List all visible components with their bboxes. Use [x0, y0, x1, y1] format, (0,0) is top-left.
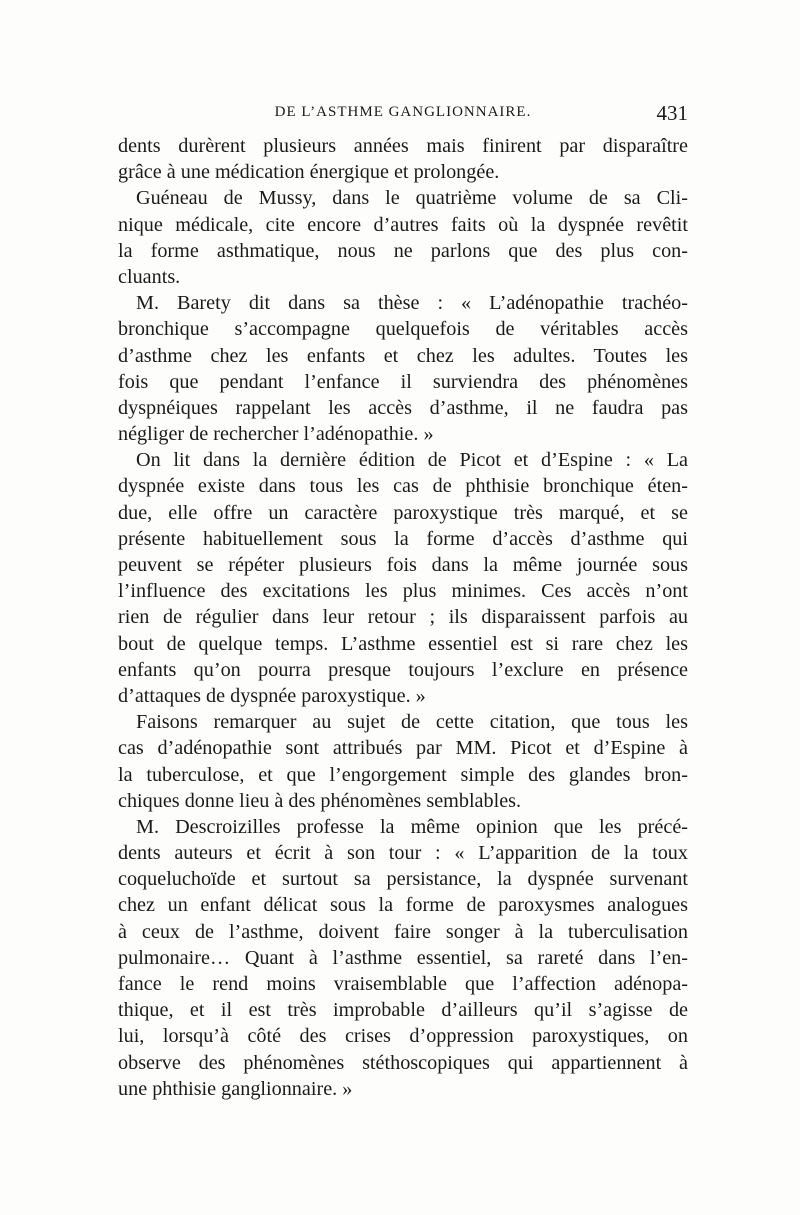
text-line: coqueluchoïde et surtout sa persistance, la dyspnée survenant: [118, 868, 688, 891]
paragraph: [118, 447, 688, 709]
text-line: dyspnée existe dans tous les cas de phthisie bronchique éten-: [118, 475, 688, 498]
text-line: thique, et il est très improbable d’ailleurs qu’il s’agisse de: [118, 999, 688, 1022]
text-line: dents durèrent plusieurs années mais finirent par disparaître: [118, 135, 688, 157]
text-line: à ceux de l’asthme, doivent faire songer à la tuberculisation: [118, 920, 688, 943]
text-line: fois que pendant l’enfance il surviendra des phénomènes: [118, 370, 688, 393]
text-line: cluants.: [118, 265, 181, 288]
text-line: rien de régulier dans leur retour ; ils disparaissent parfois au: [118, 606, 688, 629]
text-line: enfants qu’on pourra presque toujours l’exclure en présence: [118, 658, 688, 681]
text-line: chez un enfant délicat sous la forme de paroxysmes analogues: [118, 894, 688, 917]
text-line: négliger de rechercher l’adénopathie. »: [118, 423, 434, 446]
text-line: d’attaques de dyspnée paroxystique. »: [118, 684, 426, 707]
text-line: M. Descroizilles professe la même opinion que les précé-: [136, 815, 688, 838]
text-line: Faisons remarquer au sujet de cette citation, que tous les: [136, 711, 688, 734]
body-text: [118, 133, 688, 1102]
text-line: pulmonaire… Quant à l’asthme essentiel, sa rareté dans l’en-: [118, 946, 688, 969]
text-line: dents auteurs et écrit à son tour : « L’apparition de la toux: [118, 842, 688, 865]
text-line: bout de quelque temps. L’asthme essentiel est si rare chez les: [118, 632, 688, 655]
text-line: grâce à une médication énergique et prolongée.: [118, 161, 500, 184]
page-header: [118, 101, 688, 131]
text-line: nique médicale, cite encore d’autres faits où la dyspnée revêtit: [118, 213, 688, 236]
text-line: bronchique s’accompagne quelquefois de véritables accès: [118, 318, 688, 341]
paragraph: [118, 185, 688, 290]
text-line: observe des phénomènes stéthoscopiques qui appartiennent à: [118, 1051, 688, 1074]
text-line: M. Barety dit dans sa thèse : « L’adénopathie trachéo-: [136, 292, 688, 315]
text-line: chiques donne lieu à des phénomènes semblables.: [118, 789, 522, 812]
text-line: On lit dans la dernière édition de Picot et d’Espine : « La: [136, 449, 688, 472]
text-line: cas d’adénopathie sont attribués par MM. Picot et d’Espine à: [118, 737, 688, 760]
running-head: DE L’ASTHME GANGLIONNAIRE.: [274, 104, 532, 120]
paragraph: [118, 709, 688, 814]
text-line: Guéneau de Mussy, dans le quatrième volume de sa Cli-: [136, 187, 688, 210]
text-line: due, elle offre un caractère paroxystique très marqué, et se: [118, 501, 688, 524]
page-number: 431: [656, 101, 688, 125]
text-line: lui, lorsqu’à côté des crises d’oppression paroxystiques, on: [118, 1025, 688, 1048]
paragraph: [118, 133, 688, 185]
text-line: d’asthme chez les enfants et chez les adultes. Toutes les: [118, 344, 688, 367]
paragraph: [118, 814, 688, 1102]
text-line: une phthisie ganglionnaire. »: [118, 1077, 353, 1100]
text-line: présente habituellement sous la forme d’accès d’asthme qui: [118, 527, 688, 550]
text-line: la tuberculose, et que l’engorgement simple des glandes bron-: [118, 763, 688, 786]
paragraph: [118, 290, 688, 447]
text-line: dyspnéiques rappelant les accès d’asthme, il ne faudra pas: [118, 396, 688, 419]
text-line: l’influence des excitations les plus minimes. Ces accès n’ont: [118, 580, 688, 603]
text-line: fance le rend moins vraisemblable que l’affection adénopa-: [118, 973, 688, 995]
text-line: la forme asthmatique, nous ne parlons que des plus con-: [118, 239, 688, 262]
text-line: peuvent se répéter plusieurs fois dans la même journée sous: [118, 554, 688, 576]
